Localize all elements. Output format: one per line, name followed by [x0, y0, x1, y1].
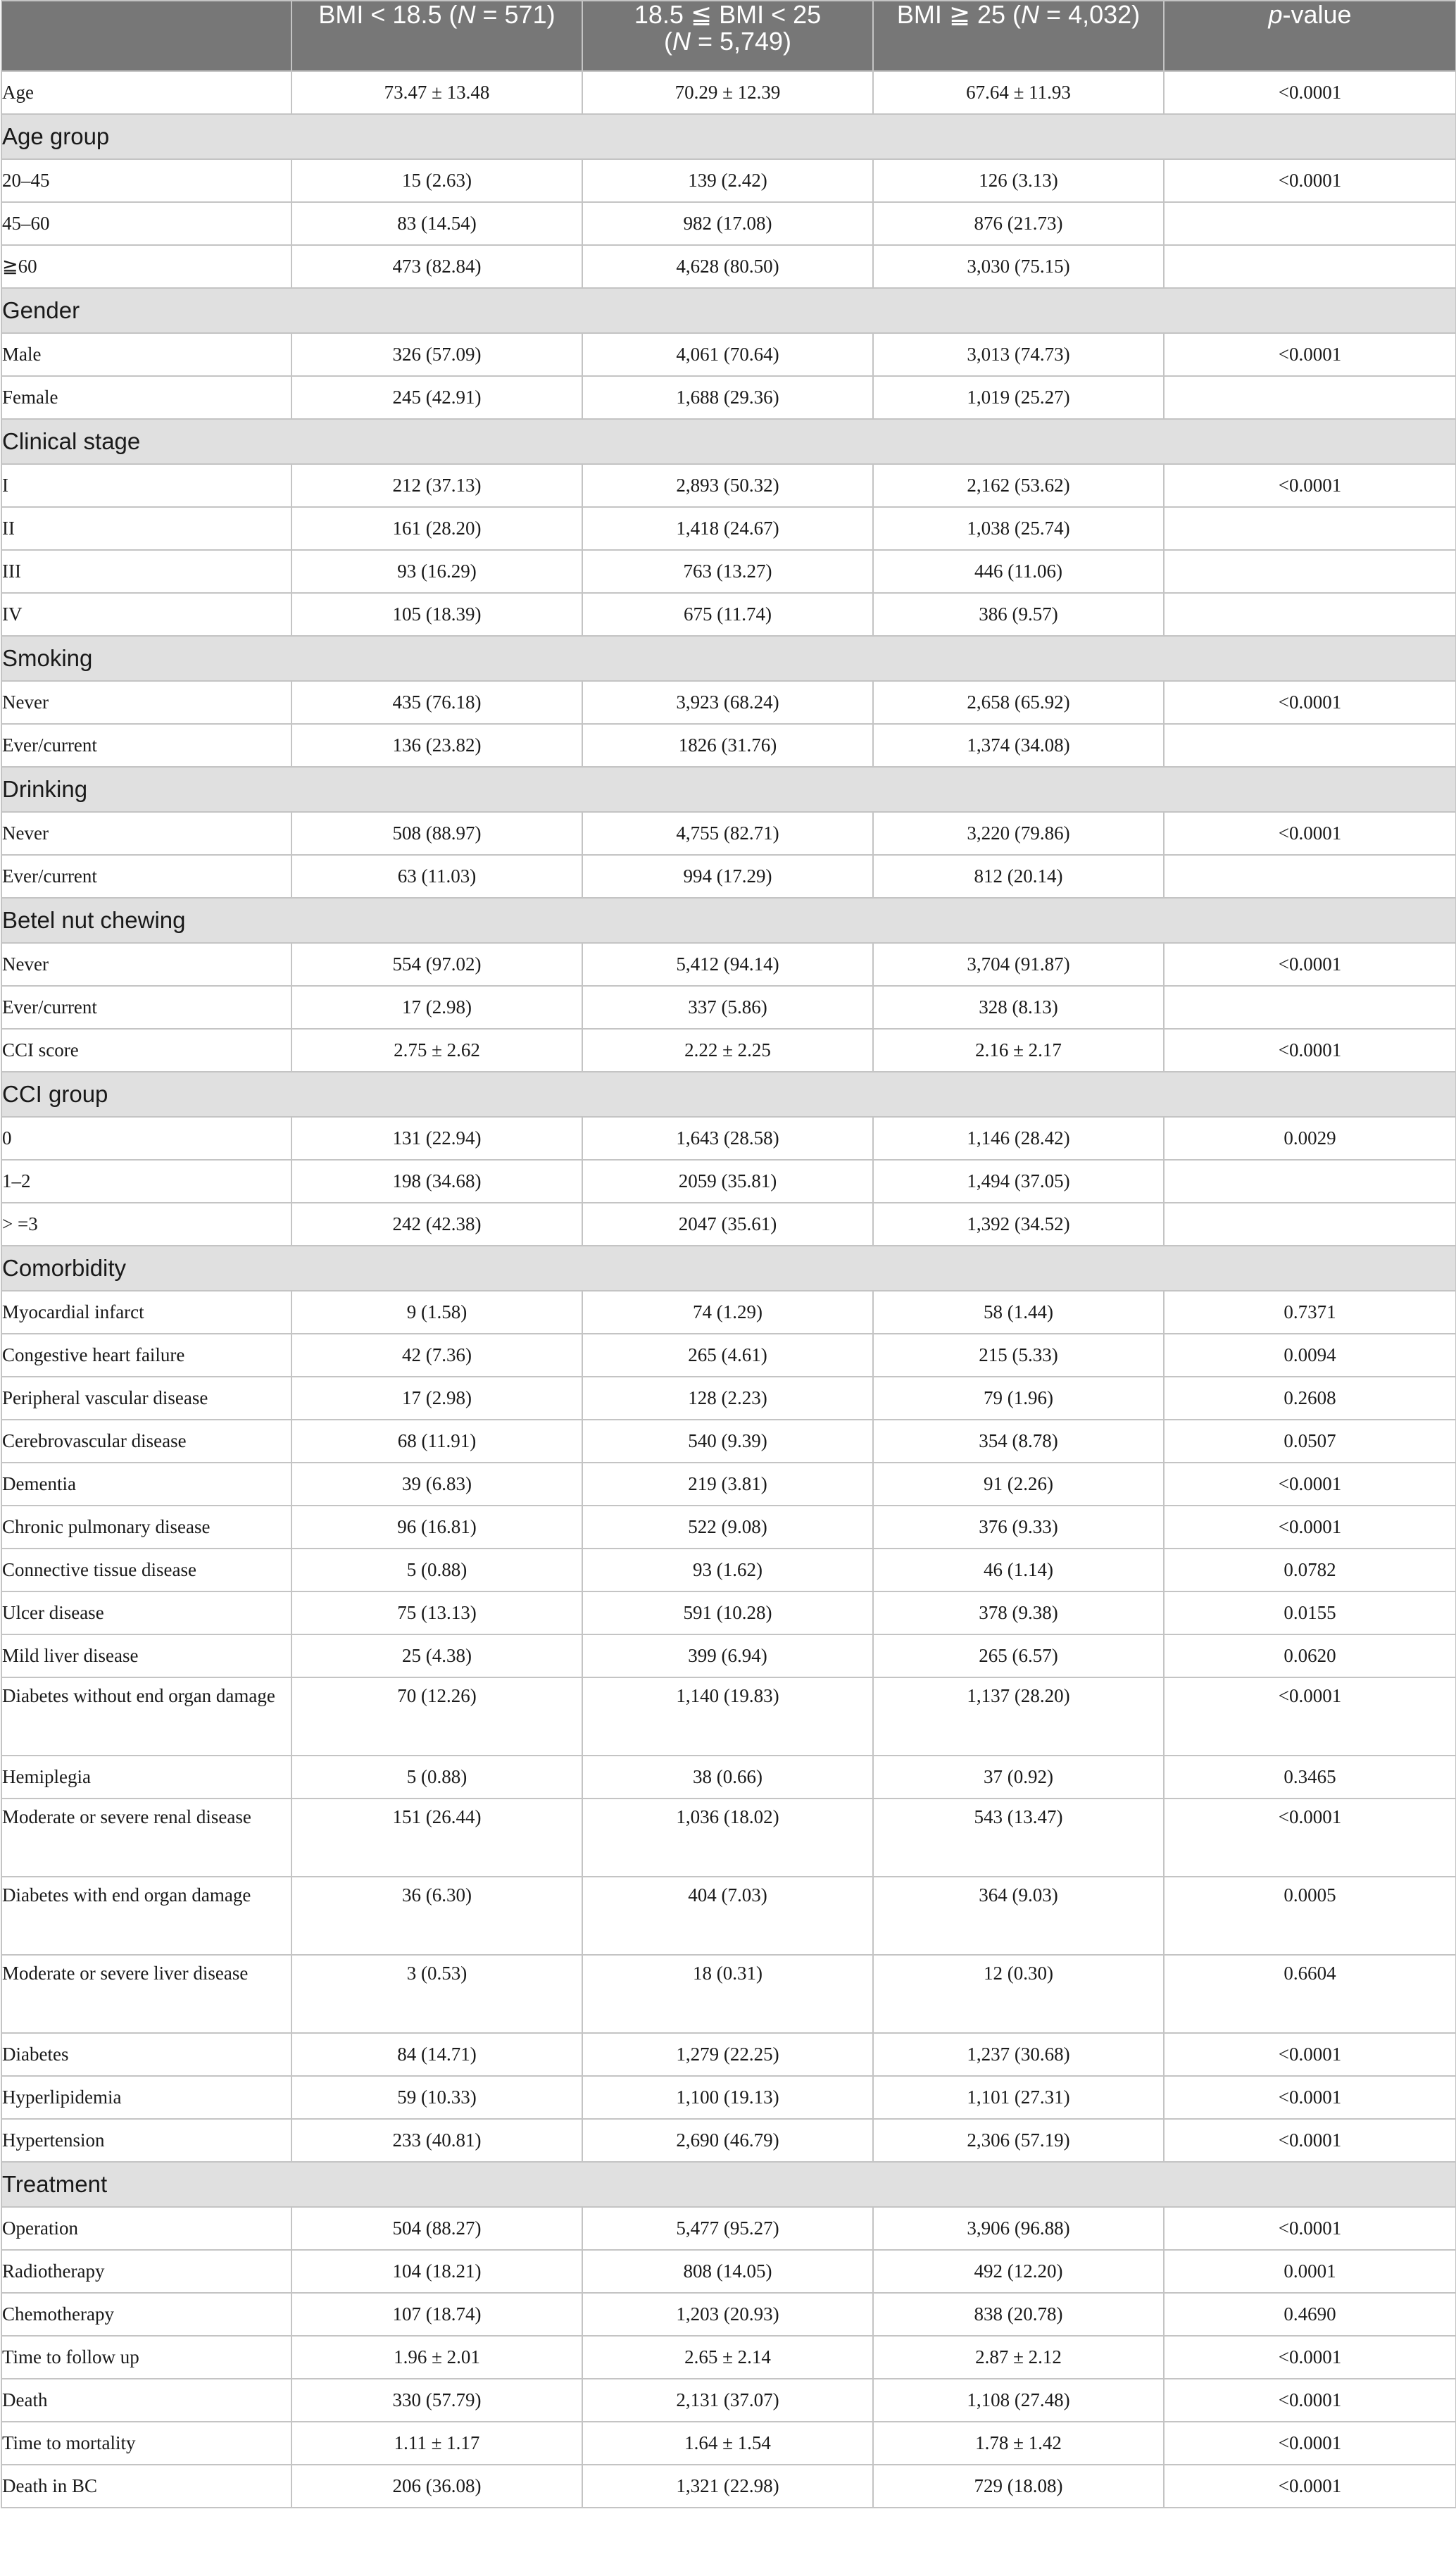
group-header-row	[1, 114, 1456, 159]
cell-bmi-under-18-5: 1.11 ± 1.17	[291, 2422, 582, 2465]
cell-bmi-25-plus: 492 (12.20)	[873, 2250, 1164, 2293]
cell-bmi-under-18-5: 326 (57.09)	[291, 333, 582, 376]
cell-bmi-25-plus: 1.78 ± 1.42	[873, 2422, 1164, 2465]
cell-bmi-under-18-5: 5 (0.88)	[291, 1549, 582, 1591]
cell-bmi-under-18-5: 5 (0.88)	[291, 1756, 582, 1799]
cell-bmi-under-18-5: 63 (11.03)	[291, 855, 582, 898]
cell-p-value	[1164, 855, 1456, 898]
cell-bmi-25-plus: 876 (21.73)	[873, 202, 1164, 245]
table-row	[1, 1799, 1456, 1877]
cell-p-value: <0.0001	[1164, 2033, 1456, 2076]
cell-bmi-under-18-5: 330 (57.79)	[291, 2379, 582, 2422]
row-label: > =3	[1, 1203, 291, 1246]
cell-bmi-25-plus: 2.16 ± 2.17	[873, 1029, 1164, 1072]
cell-bmi-under-18-5: 15 (2.63)	[291, 159, 582, 202]
table-row	[1, 1756, 1456, 1799]
table-row	[1, 333, 1456, 376]
cell-bmi-25-plus: 1,374 (34.08)	[873, 724, 1164, 767]
group-label: Smoking	[1, 636, 1456, 681]
cell-p-value	[1164, 507, 1456, 550]
cell-bmi-under-18-5: 242 (42.38)	[291, 1203, 582, 1246]
row-label: Ulcer disease	[1, 1591, 291, 1634]
row-label: Ever/current	[1, 724, 291, 767]
row-label: Death	[1, 2379, 291, 2422]
cell-bmi-25-plus: 79 (1.96)	[873, 1377, 1164, 1420]
cell-p-value: 0.0005	[1164, 1877, 1456, 1955]
table-row	[1, 1291, 1456, 1334]
cell-bmi-under-18-5: 39 (6.83)	[291, 1463, 582, 1506]
table-row	[1, 2422, 1456, 2465]
cell-bmi-18-5-to-25: 5,412 (94.14)	[582, 943, 873, 986]
cell-p-value: <0.0001	[1164, 1463, 1456, 1506]
table-row	[1, 2250, 1456, 2293]
header-bmi-under-18-5: BMI < 18.5 (N = 571)	[291, 1, 582, 71]
cell-bmi-25-plus: 1,137 (28.20)	[873, 1677, 1164, 1756]
cell-bmi-25-plus: 265 (6.57)	[873, 1634, 1164, 1677]
cell-bmi-25-plus: 3,013 (74.73)	[873, 333, 1164, 376]
cell-bmi-under-18-5: 105 (18.39)	[291, 593, 582, 636]
cell-p-value: <0.0001	[1164, 943, 1456, 986]
cell-bmi-25-plus: 1,146 (28.42)	[873, 1117, 1164, 1160]
cell-bmi-18-5-to-25: 4,061 (70.64)	[582, 333, 873, 376]
table-row	[1, 1203, 1456, 1246]
cell-p-value: 0.4690	[1164, 2293, 1456, 2336]
cell-p-value: 0.6604	[1164, 1955, 1456, 2033]
cell-bmi-under-18-5: 212 (37.13)	[291, 464, 582, 507]
table-row	[1, 507, 1456, 550]
table-row	[1, 1377, 1456, 1420]
cell-bmi-18-5-to-25: 763 (13.27)	[582, 550, 873, 593]
cell-bmi-25-plus: 3,906 (96.88)	[873, 2207, 1164, 2250]
cell-bmi-18-5-to-25: 404 (7.03)	[582, 1877, 873, 1955]
cell-bmi-18-5-to-25: 2,131 (37.07)	[582, 2379, 873, 2422]
cell-bmi-25-plus: 1,392 (34.52)	[873, 1203, 1164, 1246]
cell-bmi-under-18-5: 17 (2.98)	[291, 986, 582, 1029]
row-label: Never	[1, 681, 291, 724]
cell-bmi-under-18-5: 161 (28.20)	[291, 507, 582, 550]
cell-bmi-25-plus: 2,306 (57.19)	[873, 2119, 1164, 2162]
cell-bmi-under-18-5: 136 (23.82)	[291, 724, 582, 767]
cell-bmi-25-plus: 215 (5.33)	[873, 1334, 1164, 1377]
table-row	[1, 2336, 1456, 2379]
table-row	[1, 1334, 1456, 1377]
cell-bmi-under-18-5: 93 (16.29)	[291, 550, 582, 593]
cell-bmi-under-18-5: 206 (36.08)	[291, 2465, 582, 2508]
cell-bmi-18-5-to-25: 2,893 (50.32)	[582, 464, 873, 507]
table-row	[1, 1420, 1456, 1463]
table-row	[1, 1634, 1456, 1677]
cell-bmi-18-5-to-25: 2.22 ± 2.25	[582, 1029, 873, 1072]
cell-bmi-18-5-to-25: 38 (0.66)	[582, 1756, 873, 1799]
row-label: Time to mortality	[1, 2422, 291, 2465]
table-row	[1, 2379, 1456, 2422]
cell-p-value: 0.0782	[1164, 1549, 1456, 1591]
cell-bmi-18-5-to-25: 1,036 (18.02)	[582, 1799, 873, 1877]
row-label: Never	[1, 943, 291, 986]
group-header-row	[1, 2162, 1456, 2207]
group-label: Betel nut chewing	[1, 898, 1456, 943]
cell-bmi-under-18-5: 233 (40.81)	[291, 2119, 582, 2162]
row-label: Mild liver disease	[1, 1634, 291, 1677]
cell-bmi-18-5-to-25: 5,477 (95.27)	[582, 2207, 873, 2250]
row-label: III	[1, 550, 291, 593]
cell-bmi-25-plus: 812 (20.14)	[873, 855, 1164, 898]
cell-p-value	[1164, 986, 1456, 1029]
cell-bmi-25-plus: 46 (1.14)	[873, 1549, 1164, 1591]
cell-bmi-under-18-5: 504 (88.27)	[291, 2207, 582, 2250]
cell-bmi-under-18-5: 73.47 ± 13.48	[291, 71, 582, 114]
cell-bmi-25-plus: 1,038 (25.74)	[873, 507, 1164, 550]
cell-bmi-25-plus: 1,108 (27.48)	[873, 2379, 1164, 2422]
cell-p-value: 0.3465	[1164, 1756, 1456, 1799]
cell-bmi-under-18-5: 1.96 ± 2.01	[291, 2336, 582, 2379]
table-row	[1, 943, 1456, 986]
table-row	[1, 245, 1456, 288]
row-label: 0	[1, 1117, 291, 1160]
header-bmi-25-plus: BMI ≧ 25 (N = 4,032)	[873, 1, 1164, 71]
cell-bmi-under-18-5: 131 (22.94)	[291, 1117, 582, 1160]
cell-bmi-18-5-to-25: 18 (0.31)	[582, 1955, 873, 2033]
cell-p-value	[1164, 593, 1456, 636]
cell-p-value: <0.0001	[1164, 2076, 1456, 2119]
table-row	[1, 1506, 1456, 1549]
header-bmi-18-5-to-25: 18.5 ≦ BMI < 25 (N = 5,749)	[582, 1, 873, 71]
group-label: Age group	[1, 114, 1456, 159]
cell-bmi-18-5-to-25: 74 (1.29)	[582, 1291, 873, 1334]
group-label: Comorbidity	[1, 1246, 1456, 1291]
cell-bmi-25-plus: 3,704 (91.87)	[873, 943, 1164, 986]
group-header-row	[1, 898, 1456, 943]
cell-bmi-under-18-5: 83 (14.54)	[291, 202, 582, 245]
row-label: IV	[1, 593, 291, 636]
cell-bmi-18-5-to-25: 994 (17.29)	[582, 855, 873, 898]
cell-bmi-18-5-to-25: 1,688 (29.36)	[582, 376, 873, 419]
table-row	[1, 681, 1456, 724]
cell-bmi-25-plus: 376 (9.33)	[873, 1506, 1164, 1549]
cell-bmi-25-plus: 1,494 (37.05)	[873, 1160, 1164, 1203]
row-label: 45–60	[1, 202, 291, 245]
row-label: Operation	[1, 2207, 291, 2250]
group-label: Clinical stage	[1, 419, 1456, 464]
row-label: Myocardial infarct	[1, 1291, 291, 1334]
header-p-value: p-value	[1164, 1, 1456, 71]
cell-bmi-18-5-to-25: 1826 (31.76)	[582, 724, 873, 767]
cell-bmi-under-18-5: 70 (12.26)	[291, 1677, 582, 1756]
group-header-row	[1, 288, 1456, 333]
cell-bmi-25-plus: 354 (8.78)	[873, 1420, 1164, 1463]
cell-bmi-18-5-to-25: 1,279 (22.25)	[582, 2033, 873, 2076]
row-label: Diabetes	[1, 2033, 291, 2076]
table-row	[1, 2207, 1456, 2250]
table-row	[1, 1955, 1456, 2033]
cell-bmi-under-18-5: 473 (82.84)	[291, 245, 582, 288]
cell-bmi-18-5-to-25: 2059 (35.81)	[582, 1160, 873, 1203]
cell-bmi-18-5-to-25: 1,140 (19.83)	[582, 1677, 873, 1756]
cell-bmi-under-18-5: 508 (88.97)	[291, 812, 582, 855]
cell-bmi-18-5-to-25: 1,100 (19.13)	[582, 2076, 873, 2119]
row-label: Moderate or severe renal disease	[1, 1799, 291, 1877]
cell-bmi-18-5-to-25: 540 (9.39)	[582, 1420, 873, 1463]
cell-p-value: <0.0001	[1164, 1677, 1456, 1756]
cell-p-value: <0.0001	[1164, 2379, 1456, 2422]
cell-bmi-25-plus: 729 (18.08)	[873, 2465, 1164, 2508]
cell-p-value: 0.7371	[1164, 1291, 1456, 1334]
row-label: Time to follow up	[1, 2336, 291, 2379]
cell-bmi-under-18-5: 107 (18.74)	[291, 2293, 582, 2336]
cell-bmi-under-18-5: 84 (14.71)	[291, 2033, 582, 2076]
cell-bmi-25-plus: 126 (3.13)	[873, 159, 1164, 202]
cell-bmi-25-plus: 1,101 (27.31)	[873, 2076, 1164, 2119]
cell-bmi-25-plus: 12 (0.30)	[873, 1955, 1164, 2033]
cell-p-value: <0.0001	[1164, 1029, 1456, 1072]
cell-bmi-18-5-to-25: 522 (9.08)	[582, 1506, 873, 1549]
cell-bmi-under-18-5: 2.75 ± 2.62	[291, 1029, 582, 1072]
row-label: Age	[1, 71, 291, 114]
cell-bmi-18-5-to-25: 1,321 (22.98)	[582, 2465, 873, 2508]
table-row	[1, 1549, 1456, 1591]
group-header-row	[1, 1072, 1456, 1117]
table-row	[1, 376, 1456, 419]
row-label: Dementia	[1, 1463, 291, 1506]
cell-bmi-18-5-to-25: 265 (4.61)	[582, 1334, 873, 1377]
cell-p-value: <0.0001	[1164, 2207, 1456, 2250]
table-row	[1, 2119, 1456, 2162]
cell-bmi-under-18-5: 75 (13.13)	[291, 1591, 582, 1634]
row-label: Radiotherapy	[1, 2250, 291, 2293]
cell-p-value: <0.0001	[1164, 2465, 1456, 2508]
row-label: Connective tissue disease	[1, 1549, 291, 1591]
row-label: 20–45	[1, 159, 291, 202]
cell-bmi-18-5-to-25: 4,628 (80.50)	[582, 245, 873, 288]
cell-p-value	[1164, 550, 1456, 593]
characteristics-table	[1, 0, 1456, 2508]
table-row	[1, 464, 1456, 507]
cell-bmi-18-5-to-25: 70.29 ± 12.39	[582, 71, 873, 114]
cell-bmi-under-18-5: 3 (0.53)	[291, 1955, 582, 2033]
cell-bmi-under-18-5: 42 (7.36)	[291, 1334, 582, 1377]
cell-bmi-25-plus: 91 (2.26)	[873, 1463, 1164, 1506]
cell-bmi-18-5-to-25: 3,923 (68.24)	[582, 681, 873, 724]
cell-bmi-18-5-to-25: 2,690 (46.79)	[582, 2119, 873, 2162]
table-row	[1, 1677, 1456, 1756]
table-row	[1, 1160, 1456, 1203]
cell-p-value: <0.0001	[1164, 2336, 1456, 2379]
row-label: Congestive heart failure	[1, 1334, 291, 1377]
group-label: Treatment	[1, 2162, 1456, 2207]
cell-bmi-under-18-5: 36 (6.30)	[291, 1877, 582, 1955]
row-label: Diabetes without end organ damage	[1, 1677, 291, 1756]
cell-bmi-under-18-5: 25 (4.38)	[291, 1634, 582, 1677]
table-row	[1, 159, 1456, 202]
table-row	[1, 1591, 1456, 1634]
row-label: Diabetes with end organ damage	[1, 1877, 291, 1955]
cell-bmi-18-5-to-25: 982 (17.08)	[582, 202, 873, 245]
row-label: Peripheral vascular disease	[1, 1377, 291, 1420]
cell-p-value: <0.0001	[1164, 333, 1456, 376]
cell-bmi-18-5-to-25: 1,418 (24.67)	[582, 507, 873, 550]
table-row	[1, 1463, 1456, 1506]
row-label: Hypertension	[1, 2119, 291, 2162]
cell-p-value: <0.0001	[1164, 681, 1456, 724]
row-label: II	[1, 507, 291, 550]
cell-bmi-25-plus: 37 (0.92)	[873, 1756, 1164, 1799]
cell-bmi-25-plus: 67.64 ± 11.93	[873, 71, 1164, 114]
row-label: Cerebrovascular disease	[1, 1420, 291, 1463]
cell-bmi-25-plus: 386 (9.57)	[873, 593, 1164, 636]
table-row	[1, 2465, 1456, 2508]
row-label: Male	[1, 333, 291, 376]
row-label: Moderate or severe liver disease	[1, 1955, 291, 2033]
group-header-row	[1, 419, 1456, 464]
cell-bmi-18-5-to-25: 219 (3.81)	[582, 1463, 873, 1506]
group-label: Gender	[1, 288, 1456, 333]
table-row	[1, 1029, 1456, 1072]
cell-p-value: <0.0001	[1164, 71, 1456, 114]
cell-bmi-under-18-5: 59 (10.33)	[291, 2076, 582, 2119]
cell-bmi-25-plus: 543 (13.47)	[873, 1799, 1164, 1877]
table-body	[1, 71, 1456, 2508]
cell-p-value	[1164, 724, 1456, 767]
cell-bmi-18-5-to-25: 2047 (35.61)	[582, 1203, 873, 1246]
row-label: Chronic pulmonary disease	[1, 1506, 291, 1549]
cell-p-value: <0.0001	[1164, 1506, 1456, 1549]
group-header-row	[1, 1246, 1456, 1291]
row-label: Hemiplegia	[1, 1756, 291, 1799]
cell-bmi-25-plus: 378 (9.38)	[873, 1591, 1164, 1634]
table-row	[1, 1117, 1456, 1160]
cell-bmi-under-18-5: 104 (18.21)	[291, 2250, 582, 2293]
cell-bmi-18-5-to-25: 4,755 (82.71)	[582, 812, 873, 855]
cell-p-value: 0.0155	[1164, 1591, 1456, 1634]
cell-bmi-25-plus: 1,019 (25.27)	[873, 376, 1164, 419]
cell-p-value: <0.0001	[1164, 159, 1456, 202]
table-row	[1, 1877, 1456, 1955]
cell-p-value	[1164, 1203, 1456, 1246]
cell-bmi-under-18-5: 198 (34.68)	[291, 1160, 582, 1203]
cell-bmi-18-5-to-25: 808 (14.05)	[582, 2250, 873, 2293]
cell-bmi-under-18-5: 245 (42.91)	[291, 376, 582, 419]
cell-bmi-18-5-to-25: 399 (6.94)	[582, 1634, 873, 1677]
table-row	[1, 812, 1456, 855]
group-header-row	[1, 767, 1456, 812]
cell-bmi-under-18-5: 9 (1.58)	[291, 1291, 582, 1334]
cell-bmi-25-plus: 3,030 (75.15)	[873, 245, 1164, 288]
cell-p-value: 0.0620	[1164, 1634, 1456, 1677]
row-label: I	[1, 464, 291, 507]
cell-p-value	[1164, 1160, 1456, 1203]
row-label: Ever/current	[1, 855, 291, 898]
cell-p-value: 0.2608	[1164, 1377, 1456, 1420]
row-label: Ever/current	[1, 986, 291, 1029]
cell-bmi-under-18-5: 68 (11.91)	[291, 1420, 582, 1463]
cell-bmi-25-plus: 1,237 (30.68)	[873, 2033, 1164, 2076]
cell-bmi-under-18-5: 554 (97.02)	[291, 943, 582, 986]
cell-bmi-under-18-5: 96 (16.81)	[291, 1506, 582, 1549]
table-row	[1, 593, 1456, 636]
cell-bmi-25-plus: 3,220 (79.86)	[873, 812, 1164, 855]
cell-p-value	[1164, 245, 1456, 288]
row-label: Death in BC	[1, 2465, 291, 2508]
group-label: Drinking	[1, 767, 1456, 812]
cell-bmi-under-18-5: 17 (2.98)	[291, 1377, 582, 1420]
table-row	[1, 855, 1456, 898]
table-header	[1, 1, 1456, 71]
cell-bmi-18-5-to-25: 93 (1.62)	[582, 1549, 873, 1591]
cell-bmi-25-plus: 364 (9.03)	[873, 1877, 1164, 1955]
table-row	[1, 2076, 1456, 2119]
table-row	[1, 986, 1456, 1029]
cell-p-value: <0.0001	[1164, 464, 1456, 507]
cell-bmi-25-plus: 838 (20.78)	[873, 2293, 1164, 2336]
cell-bmi-under-18-5: 151 (26.44)	[291, 1799, 582, 1877]
cell-p-value: 0.0507	[1164, 1420, 1456, 1463]
cell-bmi-under-18-5: 435 (76.18)	[291, 681, 582, 724]
cell-p-value: <0.0001	[1164, 812, 1456, 855]
row-label: Never	[1, 812, 291, 855]
cell-bmi-18-5-to-25: 337 (5.86)	[582, 986, 873, 1029]
row-label: Chemotherapy	[1, 2293, 291, 2336]
cell-bmi-25-plus: 2,162 (53.62)	[873, 464, 1164, 507]
cell-bmi-18-5-to-25: 675 (11.74)	[582, 593, 873, 636]
cell-p-value: 0.0001	[1164, 2250, 1456, 2293]
cell-bmi-18-5-to-25: 128 (2.23)	[582, 1377, 873, 1420]
row-label: ≧60	[1, 245, 291, 288]
header-label-column	[1, 1, 291, 71]
table-row	[1, 2293, 1456, 2336]
cell-bmi-25-plus: 446 (11.06)	[873, 550, 1164, 593]
cell-bmi-18-5-to-25: 1,203 (20.93)	[582, 2293, 873, 2336]
cell-p-value: <0.0001	[1164, 1799, 1456, 1877]
row-label: Female	[1, 376, 291, 419]
cell-p-value	[1164, 376, 1456, 419]
cell-bmi-18-5-to-25: 1,643 (28.58)	[582, 1117, 873, 1160]
table-row	[1, 202, 1456, 245]
cell-bmi-18-5-to-25: 591 (10.28)	[582, 1591, 873, 1634]
cell-p-value: 0.0094	[1164, 1334, 1456, 1377]
cell-bmi-25-plus: 58 (1.44)	[873, 1291, 1164, 1334]
row-label: Hyperlipidemia	[1, 2076, 291, 2119]
cell-p-value: <0.0001	[1164, 2422, 1456, 2465]
group-label: CCI group	[1, 1072, 1456, 1117]
cell-bmi-18-5-to-25: 1.64 ± 1.54	[582, 2422, 873, 2465]
cell-p-value: 0.0029	[1164, 1117, 1456, 1160]
row-label: 1–2	[1, 1160, 291, 1203]
cell-bmi-25-plus: 2,658 (65.92)	[873, 681, 1164, 724]
cell-bmi-18-5-to-25: 139 (2.42)	[582, 159, 873, 202]
group-header-row	[1, 636, 1456, 681]
cell-bmi-25-plus: 328 (8.13)	[873, 986, 1164, 1029]
cell-p-value: <0.0001	[1164, 2119, 1456, 2162]
cell-p-value	[1164, 202, 1456, 245]
table-row	[1, 2033, 1456, 2076]
row-label: CCI score	[1, 1029, 291, 1072]
table-row	[1, 550, 1456, 593]
table-row	[1, 724, 1456, 767]
cell-bmi-25-plus: 2.87 ± 2.12	[873, 2336, 1164, 2379]
cell-bmi-18-5-to-25: 2.65 ± 2.14	[582, 2336, 873, 2379]
table-row	[1, 71, 1456, 114]
